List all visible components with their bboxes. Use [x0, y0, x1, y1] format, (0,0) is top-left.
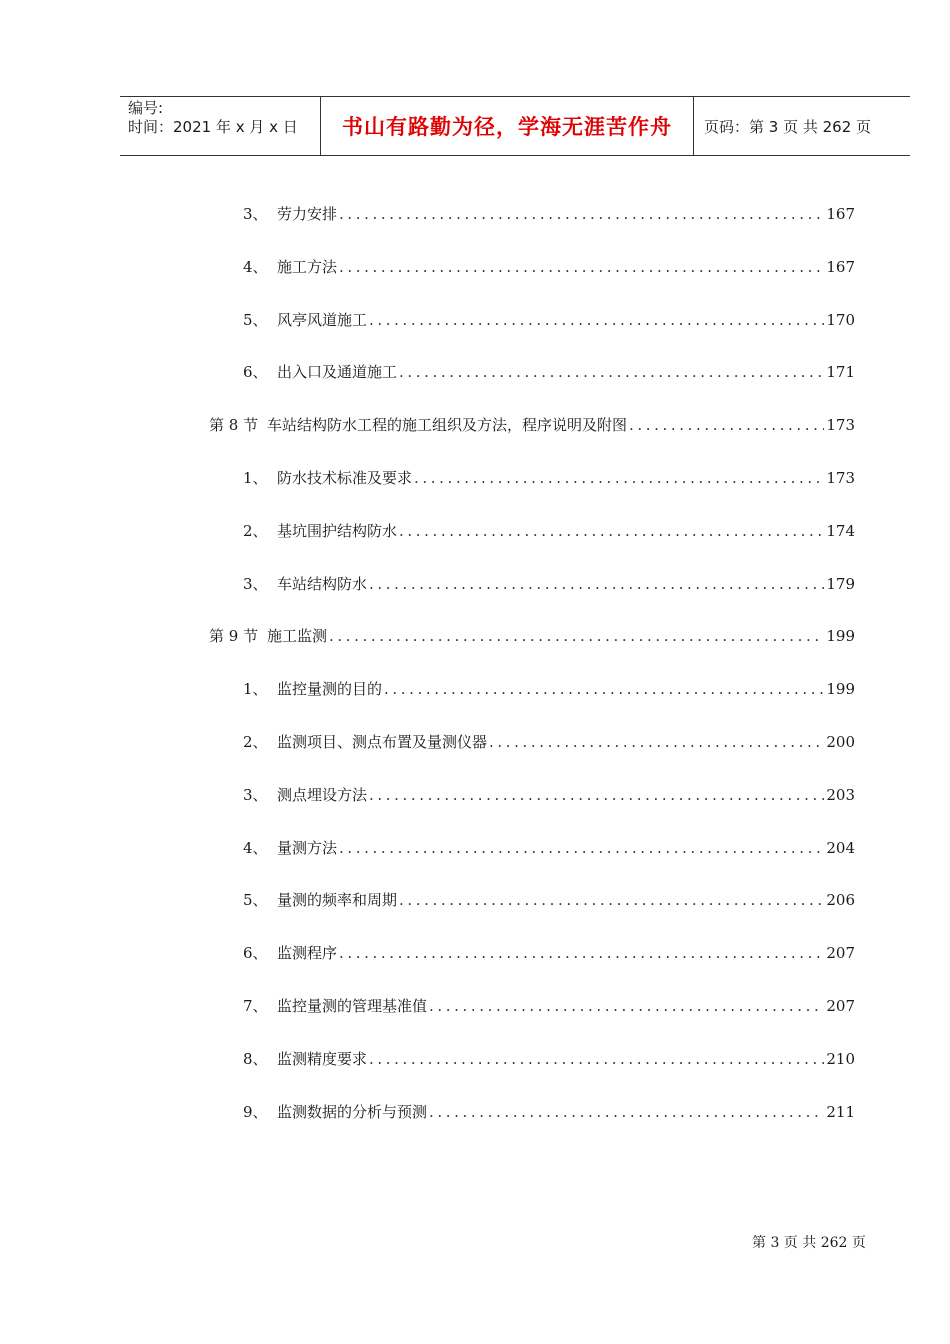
- toc-entry-title: 车站结构防水: [277, 575, 368, 593]
- toc-dot-leader: [369, 309, 824, 331]
- toc-entry[interactable]: [243, 678, 855, 700]
- header-motto: 书山有路勤为径，学海无涯苦作舟: [321, 97, 694, 155]
- toc-dot-leader: [414, 467, 824, 489]
- toc-dot-leader: [399, 889, 824, 911]
- toc-entry-page: 211: [826, 1103, 855, 1121]
- toc-entry-number: 4、: [243, 258, 268, 276]
- toc-dot-leader: [384, 678, 824, 700]
- toc-entry-number: 第 9 节: [209, 627, 259, 645]
- toc-dot-leader: [339, 203, 824, 225]
- toc-dot-leader: [399, 361, 824, 383]
- toc-entry-title: 监测项目、测点布置及量测仪器: [277, 733, 488, 751]
- toc-entry-page: 174: [826, 522, 855, 540]
- toc-entry-number: 8、: [243, 1050, 268, 1068]
- toc-entry-page: 199: [826, 627, 855, 645]
- toc-entry-page: 171: [826, 363, 855, 381]
- toc-entry-title: 测点埋设方法: [277, 786, 368, 804]
- toc-entry[interactable]: [243, 361, 855, 383]
- toc-entry-number: 6、: [243, 363, 268, 381]
- toc-entry-number: 1、: [243, 469, 268, 487]
- toc-entry[interactable]: [243, 942, 855, 964]
- header-page-number: 页码：第 3 页 共 262 页: [704, 117, 872, 136]
- toc-entry-number: 6、: [243, 944, 268, 962]
- footer-page-number: 第 3 页 共 262 页: [752, 1235, 866, 1251]
- toc-dot-leader: [339, 837, 824, 859]
- toc-entry-page: 167: [826, 258, 855, 276]
- toc-dot-leader: [429, 1101, 824, 1123]
- toc-entry-number: 3、: [243, 205, 268, 223]
- toc-entry-number: 3、: [243, 786, 268, 804]
- toc-entry-title: 劳力安排: [277, 205, 338, 223]
- toc-entry[interactable]: [209, 625, 855, 647]
- toc-entry[interactable]: [243, 1101, 855, 1123]
- toc-dot-leader: [399, 520, 824, 542]
- toc-dot-leader: [339, 942, 824, 964]
- toc-entry-title: 施工监测: [267, 627, 328, 645]
- toc-entry[interactable]: [243, 573, 855, 595]
- toc-entry-page: 207: [826, 944, 855, 962]
- toc-entry[interactable]: [209, 414, 855, 436]
- toc-entry-title: 基坑围护结构防水: [277, 522, 398, 540]
- toc-entry-number: 5、: [243, 311, 268, 329]
- toc-entry-page: 210: [826, 1050, 855, 1068]
- page-header: [120, 96, 910, 156]
- toc-entry-page: 170: [826, 311, 855, 329]
- toc-entry-page: 167: [826, 205, 855, 223]
- toc-dot-leader: [629, 414, 824, 436]
- toc-entry-number: 9、: [243, 1103, 268, 1121]
- toc-entry-title: 量测的频率和周期: [277, 891, 398, 909]
- toc-dot-leader: [329, 625, 824, 647]
- toc-entry-title: 监测程序: [277, 944, 338, 962]
- toc-entry[interactable]: [243, 731, 855, 753]
- toc-entry-number: 第 8 节: [209, 416, 259, 434]
- toc-entry-title: 出入口及通道施工: [277, 363, 398, 381]
- toc-entry-title: 风亭风道施工: [277, 311, 368, 329]
- toc-dot-leader: [339, 256, 824, 278]
- toc-entry[interactable]: [243, 995, 855, 1017]
- toc-entry[interactable]: [243, 520, 855, 542]
- header-info-cell: [120, 97, 321, 155]
- toc-entry-number: 7、: [243, 997, 268, 1015]
- toc-dot-leader: [369, 573, 824, 595]
- serial-number-label: 编号:: [128, 99, 164, 117]
- toc-entry-page: 206: [826, 891, 855, 909]
- toc-dot-leader: [369, 1048, 824, 1070]
- toc-entry[interactable]: [243, 467, 855, 489]
- toc-entry-page: 199: [826, 680, 855, 698]
- toc-entry-number: 5、: [243, 891, 268, 909]
- toc-entry-title: 防水技术标准及要求: [277, 469, 413, 487]
- toc-entry-page: 200: [826, 733, 855, 751]
- toc-entry-title: 监测数据的分析与预测: [277, 1103, 428, 1121]
- toc-entry[interactable]: [243, 309, 855, 331]
- toc-entry-number: 2、: [243, 733, 268, 751]
- toc-entry[interactable]: [243, 1048, 855, 1070]
- toc-entry-title: 量测方法: [277, 839, 338, 857]
- toc-entry-number: 1、: [243, 680, 268, 698]
- toc-entry[interactable]: [243, 203, 855, 225]
- toc-dot-leader: [489, 731, 824, 753]
- toc-entry-number: 3、: [243, 575, 268, 593]
- toc-entry-title: 监控量测的目的: [277, 680, 383, 698]
- toc-entry-page: 204: [826, 839, 855, 857]
- date-label: 时间：2021 年 x 月 x 日: [128, 118, 298, 136]
- toc-entry[interactable]: [243, 256, 855, 278]
- toc-dot-leader: [429, 995, 824, 1017]
- toc-entry-page: 179: [826, 575, 855, 593]
- toc-entry-page: 173: [826, 416, 855, 434]
- toc-entry-title: 施工方法: [277, 258, 338, 276]
- toc-entry-title: 监测精度要求: [277, 1050, 368, 1068]
- toc-dot-leader: [369, 784, 824, 806]
- toc-entry-title: 监控量测的管理基准值: [277, 997, 428, 1015]
- toc-entry-page: 173: [826, 469, 855, 487]
- toc-entry[interactable]: [243, 837, 855, 859]
- toc-entry-title: 车站结构防水工程的施工组织及方法，程序说明及附图: [267, 416, 628, 434]
- toc-entry-page: 207: [826, 997, 855, 1015]
- toc-entry-number: 2、: [243, 522, 268, 540]
- toc-entry-number: 4、: [243, 839, 268, 857]
- toc-entry[interactable]: [243, 889, 855, 911]
- toc-entry[interactable]: [243, 784, 855, 806]
- toc-entry-page: 203: [826, 786, 855, 804]
